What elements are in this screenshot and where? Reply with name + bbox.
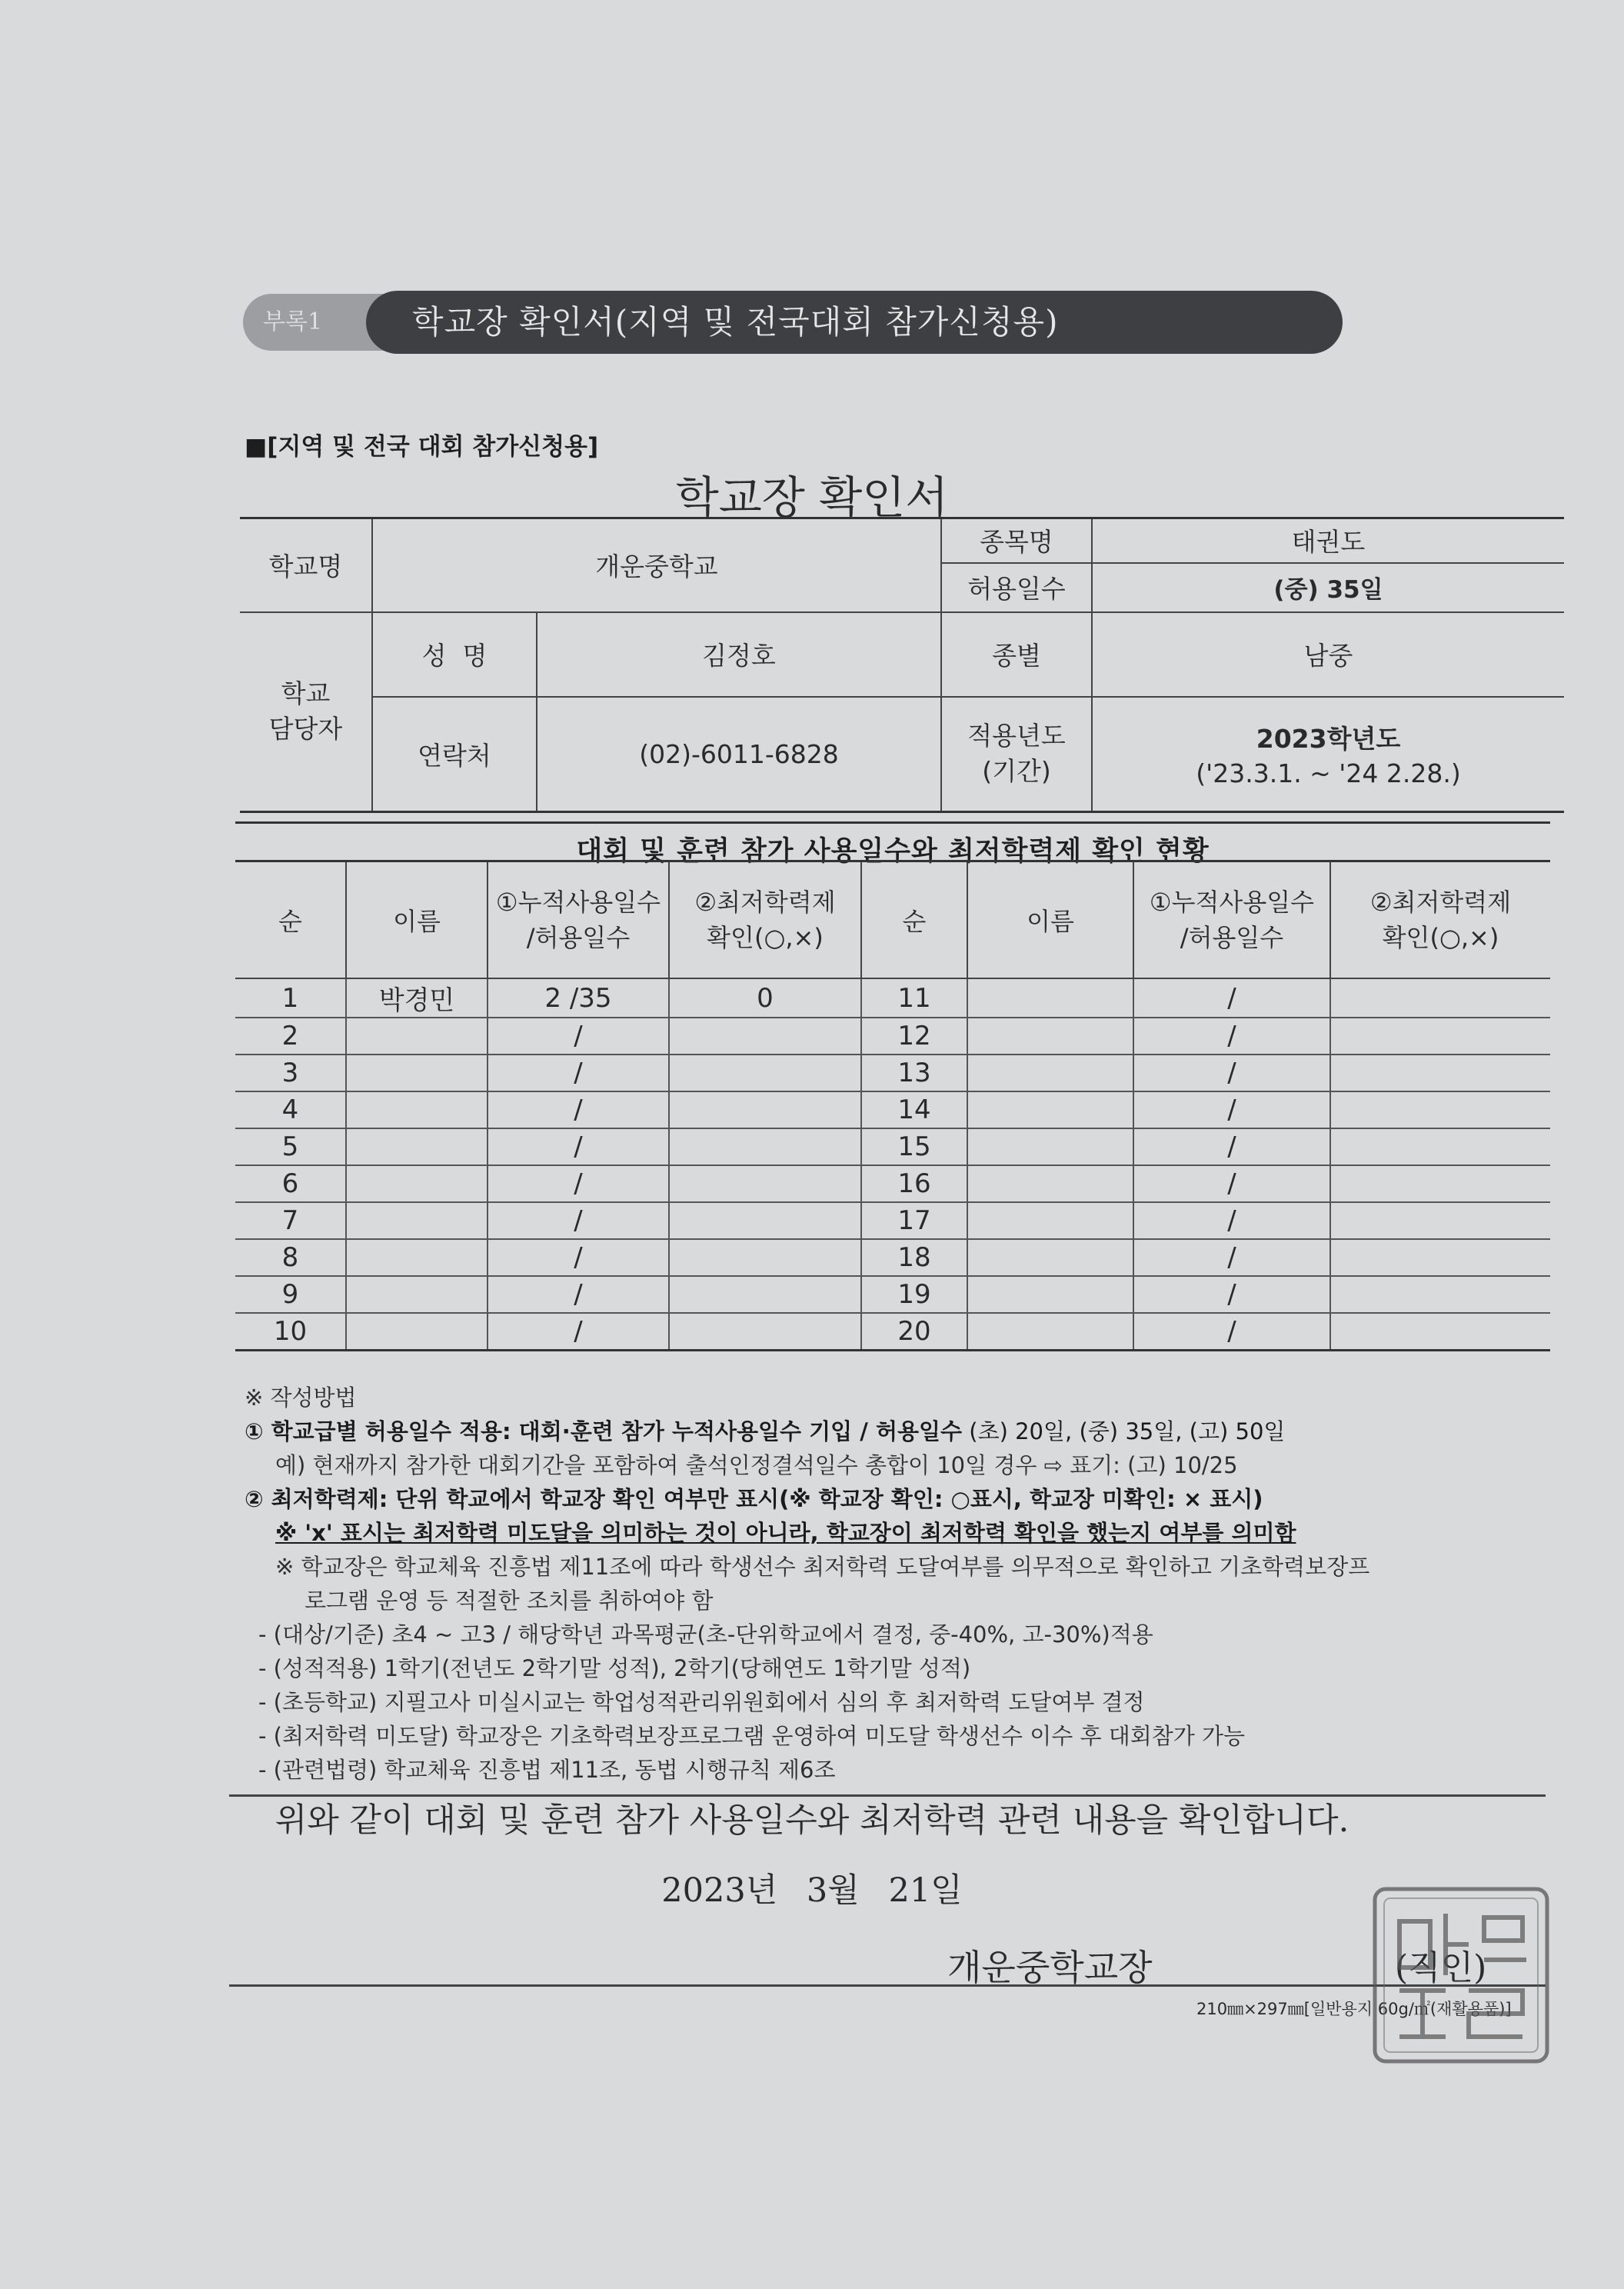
sport: 태권도	[1092, 518, 1564, 563]
cell-name	[346, 1055, 488, 1091]
cell-days: /	[1133, 1313, 1330, 1351]
cell-days: 2 /35	[488, 978, 669, 1018]
cell-days: /	[1133, 978, 1330, 1018]
header-no: 순	[235, 861, 346, 979]
cell-days: /	[1133, 1018, 1330, 1055]
school-name-label: 학교명	[240, 518, 372, 612]
detail-5: - (관련법령) 학교체육 진흥법 제11조, 동법 시행규칙 제6조	[258, 1757, 836, 1783]
cell-days: /	[488, 1055, 669, 1091]
cell-check	[669, 1239, 861, 1276]
header-days: ①누적사용일수 /허용일수	[1133, 861, 1330, 979]
header-days: ①누적사용일수 /허용일수	[488, 861, 669, 979]
sport-label: 종목명	[941, 518, 1092, 563]
school-name: 개운중학교	[372, 518, 941, 612]
school-seal-stamp	[1369, 1883, 1553, 2067]
table-row	[235, 1128, 1550, 1165]
principal-name: 개운중학교장	[947, 1947, 1153, 1988]
cell-days: /	[488, 1202, 669, 1239]
name-label: 성 명	[372, 612, 537, 697]
cell-check	[1330, 1202, 1550, 1239]
cell-check	[1330, 1165, 1550, 1202]
cell-name	[967, 1128, 1133, 1165]
cell-name	[346, 1018, 488, 1055]
cell-days: /	[488, 1276, 669, 1313]
cell-name	[346, 1091, 488, 1128]
header-check: ②최저학력제 확인(○,×)	[1330, 861, 1550, 979]
table-row	[235, 1055, 1550, 1091]
cell-name	[346, 1202, 488, 1239]
note-1-label: ① 학교급별 허용일수 적용: 대회·훈련 참가 누적사용일수 기입 / 허용일수	[245, 1418, 963, 1444]
subheading: ■[지역 및 전국 대회 참가신청용]	[245, 433, 599, 461]
cell-name	[967, 1239, 1133, 1276]
allowed-days-label: 허용일수	[941, 563, 1092, 612]
cell-name	[967, 978, 1133, 1018]
period: ('23.3.1. ~ '24 2.28.)	[1196, 758, 1461, 789]
cell-check	[1330, 1239, 1550, 1276]
appendix-tag: 부록1	[243, 294, 397, 351]
cell-name	[346, 1313, 488, 1351]
detail-4: - (최저학력 미도달) 학교장은 기초학력보장프로그램 운영하여 미도달 학생선수 이수 후 대회참가 가능	[258, 1723, 1246, 1749]
cell-no: 5	[235, 1128, 346, 1165]
header-title: 학교장 확인서(지역 및 전국대회 참가신청용)	[366, 291, 1343, 354]
phone: (02)-6011-6828	[537, 697, 941, 812]
category: 남중	[1092, 612, 1564, 697]
cell-days: /	[488, 1165, 669, 1202]
cell-days: /	[488, 1313, 669, 1351]
cell-name: 박경민	[346, 978, 488, 1018]
cell-no: 1	[235, 978, 346, 1018]
cell-no: 12	[861, 1018, 967, 1055]
person-name: 김정호	[537, 612, 941, 697]
cell-days: /	[1133, 1202, 1330, 1239]
cell-check	[1330, 978, 1550, 1018]
cell-no: 17	[861, 1202, 967, 1239]
cell-no: 7	[235, 1202, 346, 1239]
seal-label: (직인)	[1395, 1948, 1487, 1987]
detail-1: - (대상/기준) 초4 ~ 고3 / 해당학년 과목평균(초-단위학교에서 결정, 중-40%, 고-30%)적용	[258, 1621, 1153, 1648]
cell-no: 16	[861, 1165, 967, 1202]
cell-name	[967, 1055, 1133, 1091]
cell-no: 20	[861, 1313, 967, 1351]
cell-check	[669, 1091, 861, 1128]
cell-name	[346, 1128, 488, 1165]
cell-no: 11	[861, 978, 967, 1018]
cell-name	[967, 1165, 1133, 1202]
document-title: 학교장 확인서	[675, 471, 949, 524]
cell-check: 0	[669, 978, 861, 1018]
note-1-example: 예) 현재까지 참가한 대회기간을 포함하여 출석인정결석일수 총합이 10일 경우 ⇨ 표기: (고) 10/25	[275, 1452, 1238, 1478]
cell-check	[669, 1313, 861, 1351]
confirmation-text: 위와 같이 대회 및 훈련 참가 사용일수와 최저학력 관련 내용을 확인합니다.	[275, 1801, 1349, 1840]
table-row	[235, 1276, 1550, 1313]
cell-name	[967, 1018, 1133, 1055]
cell-name	[967, 1202, 1133, 1239]
detail-3: - (초등학교) 지필고사 미실시교는 학업성적관리위원회에서 심의 후 최저학력 도달여부 결정	[258, 1689, 1145, 1715]
header-name: 이름	[967, 861, 1133, 979]
phone-label: 연락처	[372, 697, 537, 812]
cell-days: /	[488, 1018, 669, 1055]
cell-name	[346, 1165, 488, 1202]
cell-no: 3	[235, 1055, 346, 1091]
note-1-values: (초) 20일, (중) 35일, (고) 50일	[962, 1418, 1286, 1444]
cell-no: 14	[861, 1091, 967, 1128]
notes-heading: ※ 작성방법	[245, 1384, 357, 1411]
cell-check	[1330, 1055, 1550, 1091]
cell-name	[346, 1239, 488, 1276]
cell-name	[967, 1313, 1133, 1351]
cell-no: 9	[235, 1276, 346, 1313]
cell-check	[669, 1165, 861, 1202]
cell-days: /	[488, 1091, 669, 1128]
cell-check	[1330, 1091, 1550, 1128]
cell-check	[1330, 1018, 1550, 1055]
cell-days: /	[1133, 1165, 1330, 1202]
header-banner	[243, 291, 1343, 354]
header-name: 이름	[346, 861, 488, 979]
cell-check	[669, 1128, 861, 1165]
status-table	[235, 860, 1550, 1351]
table-row	[235, 1313, 1550, 1351]
cell-check	[1330, 1128, 1550, 1165]
cell-no: 15	[861, 1128, 967, 1165]
cell-name	[967, 1091, 1133, 1128]
cell-no: 13	[861, 1055, 967, 1091]
cell-check	[1330, 1313, 1550, 1351]
note-2-sub2b: 로그램 운영 등 적절한 조치를 취하여야 함	[304, 1588, 714, 1614]
note-2-sub1: ※ 'x' 표시는 최저학력 미도달을 의미하는 것이 아니라, 학교장이 최저학력 확인을 했는지 여부를 의미함	[275, 1520, 1296, 1546]
header-check: ②최저학력제 확인(○,×)	[669, 861, 861, 979]
cell-check	[669, 1276, 861, 1313]
cell-name	[967, 1276, 1133, 1313]
status-title: 대회 및 훈련 참가 사용일수와 최저학력제 확인 현황	[235, 821, 1550, 868]
cell-check	[669, 1202, 861, 1239]
table-row	[235, 1091, 1550, 1128]
table-row	[235, 978, 1550, 1018]
year-cell	[1092, 697, 1564, 812]
category-label: 종별	[941, 612, 1092, 697]
note-1	[245, 1414, 1552, 1448]
year: 2023학년도	[1256, 724, 1401, 755]
cell-no: 19	[861, 1276, 967, 1313]
date: 2023년 3월 21일	[661, 1871, 963, 1910]
table-row	[235, 1239, 1550, 1276]
divider-bottom	[229, 1984, 1546, 1987]
year-label: 적용년도 (기간)	[941, 697, 1092, 812]
cell-days: /	[488, 1128, 669, 1165]
cell-check	[669, 1055, 861, 1091]
cell-no: 10	[235, 1313, 346, 1351]
cell-no: 18	[861, 1239, 967, 1276]
contact-person-label: 학교 담당자	[240, 612, 372, 812]
note-2-sub2a: ※ 학교장은 학교체육 진흥법 제11조에 따라 학생선수 최저학력 도달여부를 의무적으로 확인하고 기초학력보장프	[275, 1554, 1370, 1580]
table-row	[235, 1165, 1550, 1202]
instructions	[245, 1381, 1552, 1787]
cell-name	[346, 1276, 488, 1313]
header-no: 순	[861, 861, 967, 979]
cell-days: /	[1133, 1128, 1330, 1165]
cell-no: 2	[235, 1018, 346, 1055]
cell-check	[1330, 1276, 1550, 1313]
cell-no: 6	[235, 1165, 346, 1202]
cell-days: /	[488, 1239, 669, 1276]
cell-check	[669, 1018, 861, 1055]
cell-days: /	[1133, 1055, 1330, 1091]
detail-2: - (성적적용) 1학기(전년도 2학기말 성적), 2학기(당해연도 1학기말 성적)	[258, 1655, 971, 1681]
note-2: ② 최저학력제: 단위 학교에서 학교장 확인 여부만 표시(※ 학교장 확인: ○표시, 학교장 미확인: × 표시)	[245, 1486, 1263, 1512]
cell-no: 4	[235, 1091, 346, 1128]
paper-spec: 210㎜×297㎜[일반용지 60g/㎡(재활용품)]	[1196, 2000, 1512, 2018]
table-row	[235, 1018, 1550, 1055]
cell-days: /	[1133, 1276, 1330, 1313]
cell-no: 8	[235, 1239, 346, 1276]
info-table	[240, 517, 1564, 813]
cell-days: /	[1133, 1091, 1330, 1128]
allowed-days: (중) 35일	[1092, 563, 1564, 612]
table-row	[235, 1202, 1550, 1239]
cell-days: /	[1133, 1239, 1330, 1276]
